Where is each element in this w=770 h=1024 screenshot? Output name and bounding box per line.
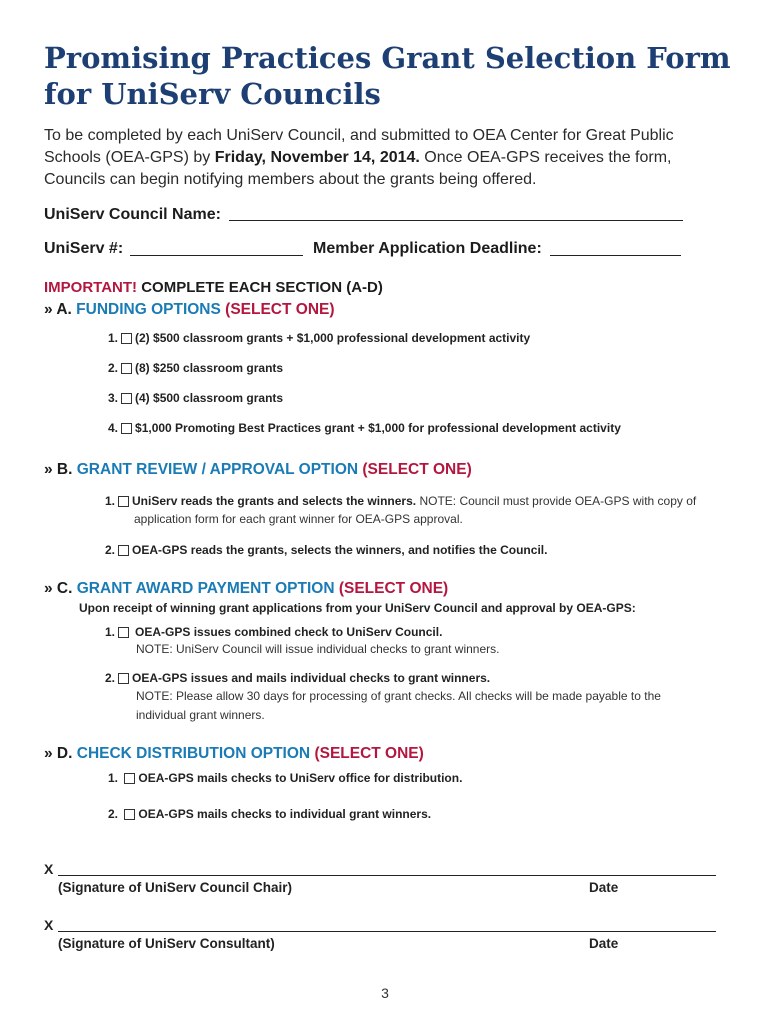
checkbox[interactable] [121, 333, 132, 344]
checkbox[interactable] [121, 393, 132, 404]
uniserv-number-label: UniServ #: [44, 240, 124, 257]
option-number: 2. [105, 671, 116, 685]
section-c-select: (SELECT ONE) [338, 580, 449, 597]
option-number: 2. [108, 807, 119, 821]
section-d-select: (SELECT ONE) [314, 745, 424, 762]
page-title [44, 40, 734, 112]
signature-2-line[interactable] [58, 916, 716, 932]
important-notice [44, 279, 383, 296]
section-d-option-2 [108, 807, 431, 821]
section-c-intro: Upon receipt of winning grant applications from your UniServ Council and approval by OEA-GPS: [79, 601, 636, 615]
signature-1-label: (Signature of UniServ Council Chair) [58, 880, 293, 895]
section-b-option-1 [105, 494, 696, 508]
section-b-option-1-note-2: application form for each grant winner for OEA-GPS approval. [134, 512, 463, 526]
section-c-marker: » C. [44, 580, 73, 597]
section-b-heading [44, 461, 472, 479]
intro-deadline: Friday, November 14, 2014. [214, 149, 420, 166]
important-text: COMPLETE EACH SECTION (A-D) [137, 279, 383, 296]
section-d-marker: » D. [44, 745, 73, 762]
council-name-field[interactable] [229, 220, 683, 221]
section-d-title: CHECK DISTRIBUTION OPTION [76, 745, 311, 762]
section-b-marker: » B. [44, 461, 73, 478]
title-line-1: Promising Practices Grant Selection Form [44, 41, 731, 75]
section-b-option-2 [105, 543, 547, 557]
section-a-option-3 [108, 391, 283, 405]
option-number: 1. [105, 494, 116, 508]
important-prefix: IMPORTANT! [44, 279, 138, 296]
option-label: OEA-GPS issues combined check to UniServ Council. [135, 625, 443, 639]
option-label: OEA-GPS mails checks to individual grant winners. [138, 807, 432, 821]
section-a-option-4 [108, 421, 621, 435]
signature-1-date: Date [589, 880, 619, 895]
option-label: (8) $250 classroom grants [135, 361, 284, 375]
signature-2-date: Date [589, 936, 619, 951]
section-a-heading [44, 301, 335, 319]
section-b-select: (SELECT ONE) [362, 461, 472, 478]
section-a-option-1 [108, 331, 530, 345]
section-d-heading [44, 745, 424, 763]
signature-2-x: X [44, 917, 54, 933]
intro-paragraph [44, 125, 734, 191]
checkbox[interactable] [118, 545, 129, 556]
section-c-heading [44, 580, 448, 598]
deadline-field[interactable] [550, 255, 681, 256]
option-label: OEA-GPS mails checks to UniServ office for distribution. [138, 771, 463, 785]
deadline-label: Member Application Deadline: [313, 240, 542, 257]
option-number: 1. [108, 771, 119, 785]
section-c-option-1-note: NOTE: UniServ Council will issue individual checks to grant winners. [136, 642, 500, 656]
checkbox[interactable] [121, 363, 132, 374]
checkbox[interactable] [124, 809, 135, 820]
checkbox[interactable] [118, 673, 129, 684]
option-number: 2. [105, 543, 116, 557]
section-a-title: FUNDING OPTIONS [76, 301, 221, 318]
checkbox[interactable] [121, 423, 132, 434]
section-a-select: (SELECT ONE) [225, 301, 335, 318]
section-a-marker: » A. [44, 301, 72, 318]
section-d-option-1 [108, 771, 462, 785]
checkbox[interactable] [118, 627, 129, 638]
option-label: (4) $500 classroom grants [135, 391, 284, 405]
option-number: 2. [108, 361, 119, 375]
section-b-title: GRANT REVIEW / APPROVAL OPTION [76, 461, 359, 478]
section-c-option-1 [105, 625, 442, 639]
uniserv-number-field[interactable] [130, 255, 303, 256]
option-note: NOTE: Council must provide OEA-GPS with copy of [416, 494, 697, 508]
section-c-title: GRANT AWARD PAYMENT OPTION [76, 580, 335, 597]
checkbox[interactable] [118, 496, 129, 507]
section-c-option-2-note-2: individual grant winners. [136, 708, 265, 722]
signature-1-line[interactable] [58, 860, 716, 876]
council-name-label: UniServ Council Name: [44, 206, 221, 223]
option-label: UniServ reads the grants and selects the winners. [132, 494, 417, 508]
intro-text-2: Once OEA-GPS receives the form, Councils can begin notifying members about the grants being offered. [44, 149, 672, 188]
option-label: OEA-GPS issues and mails individual checks to grant winners. [132, 671, 491, 685]
option-label: (2) $500 classroom grants + $1,000 professional development activity [135, 331, 531, 345]
section-c-option-2 [105, 671, 490, 685]
option-number: 3. [108, 391, 119, 405]
option-label: $1,000 Promoting Best Practices grant + $1,000 for professional development activity [135, 421, 621, 435]
page-number: 3 [381, 985, 389, 1001]
option-number: 1. [105, 625, 116, 639]
section-c-option-2-note: NOTE: Please allow 30 days for processing of grant checks. All checks will be made payable to the [136, 689, 661, 703]
option-label: OEA-GPS reads the grants, selects the winners, and notifies the Council. [132, 543, 548, 557]
section-a-option-2 [108, 361, 283, 375]
title-line-2: for UniServ Councils [44, 77, 381, 111]
signature-1-x: X [44, 861, 54, 877]
checkbox[interactable] [124, 773, 135, 784]
option-number: 4. [108, 421, 119, 435]
option-number: 1. [108, 331, 119, 345]
intro-text-1: To be completed by each UniServ Council, and submitted to OEA Center for Great Public Schools (OEA-GPS) by [44, 127, 674, 166]
signature-2-label: (Signature of UniServ Consultant) [58, 936, 275, 951]
